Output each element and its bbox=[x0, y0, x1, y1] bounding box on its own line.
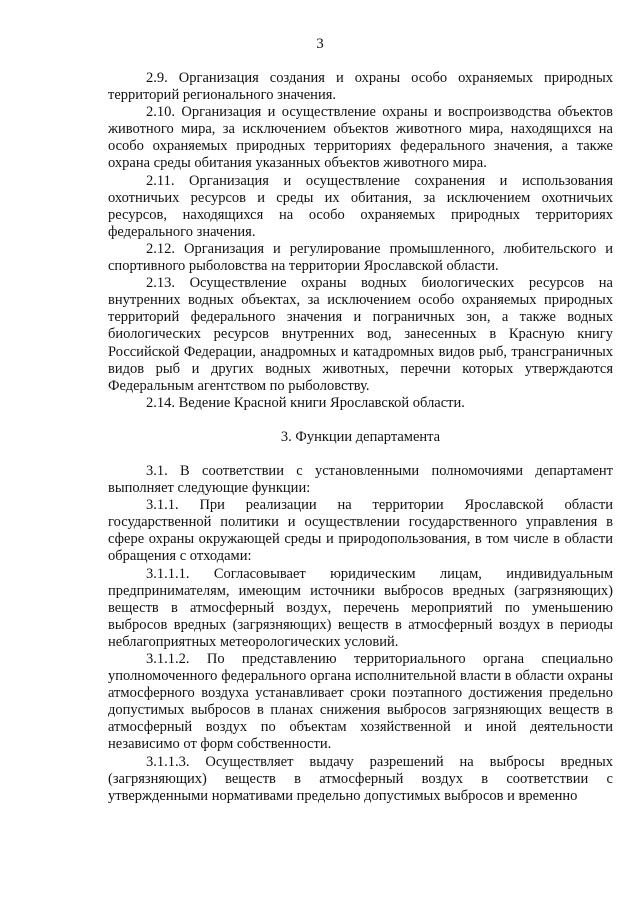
paragraph-2-9: 2.9. Организация создания и охраны особо охраняемых природных территорий регионального значения. bbox=[108, 70, 613, 104]
section-heading: 3. Функции департамента bbox=[280, 428, 441, 445]
paragraph-2-11: 2.11. Организация и осуществление сохранения и использования охотничьих ресурсов и среды их обитания, за исключением охотничьих ресурсов, находящихся на особо охраняемых природных территориях федерального значения. bbox=[108, 172, 613, 240]
paragraph-2-13: 2.13. Осуществление охраны водных биологических ресурсов на внутренних водных объектах, за исключением особо охраняемых природных территорий федерального значения и пограничных зон, а также водных биологических ресурсов внутренних вод, занесенных в Красную книгу Российской Федерации, анадромных и катадромных видов рыб, трансграничных видов рыб и других водных животных, перечни которых утверждаются Федеральным агентством по рыболовству. bbox=[108, 275, 613, 394]
paragraph-3-1-1-1: 3.1.1.1. Согласовывает юридическим лицам, индивидуальным предпринимателям, имеющим источники выбросов вредных (загрязняющих) веществ в атмосферный воздух, перечень мероприятий по уменьшению выбросов вредных (загрязняющих) веществ в атмосферный воздух в периоды неблагоприятных метеорологических условий. bbox=[108, 565, 613, 650]
paragraph-3-1-1-3: 3.1.1.3. Осуществляет выдачу разрешений на выбросы вредных (загрязняющих) веществ в атмосферный воздух в соответствии с утвержденными нормативами предельно допустимых выбросов и временно bbox=[108, 753, 613, 804]
document-body bbox=[108, 70, 613, 805]
paragraph-3-1: 3.1. В соответствии с установленными полномочиями департамент выполняет следующие функции: bbox=[108, 462, 613, 497]
paragraph-2-10: 2.10. Организация и осуществление охраны и воспроизводства объектов животного мира, за исключением объектов животного мира, находящихся на особо охраняемых природных территориях федерального значения, а также охрана среды обитания указанных объектов животного мира. bbox=[108, 104, 613, 172]
paragraph-2-12: 2.12. Организация и регулирование промышленного, любительского и спортивного рыболовства на территории Ярославской области. bbox=[108, 240, 613, 275]
paragraph-2-14: 2.14. Ведение Красной книги Ярославской области. bbox=[146, 394, 465, 411]
paragraph-3-1-1-2: 3.1.1.2. По представлению территориального органа специально уполномоченного федерального органа исполнительной власти в области охраны атмосферного воздуха устанавливает сроки поэтапного достижения предельно допустимых выбросов в планах снижения выбросов загрязняющих веществ в атмосферный воздух по объектам хозяйственной и иной деятельности независимо от форм собственности. bbox=[108, 651, 613, 753]
page-number: 3 bbox=[316, 36, 324, 52]
paragraph-3-1-1: 3.1.1. При реализации на территории Ярославской области государственной политики и осуществлении государственного управления в сфере охраны окружающей среды и природопользования, в том числе в области обращения с отходами: bbox=[108, 497, 613, 565]
